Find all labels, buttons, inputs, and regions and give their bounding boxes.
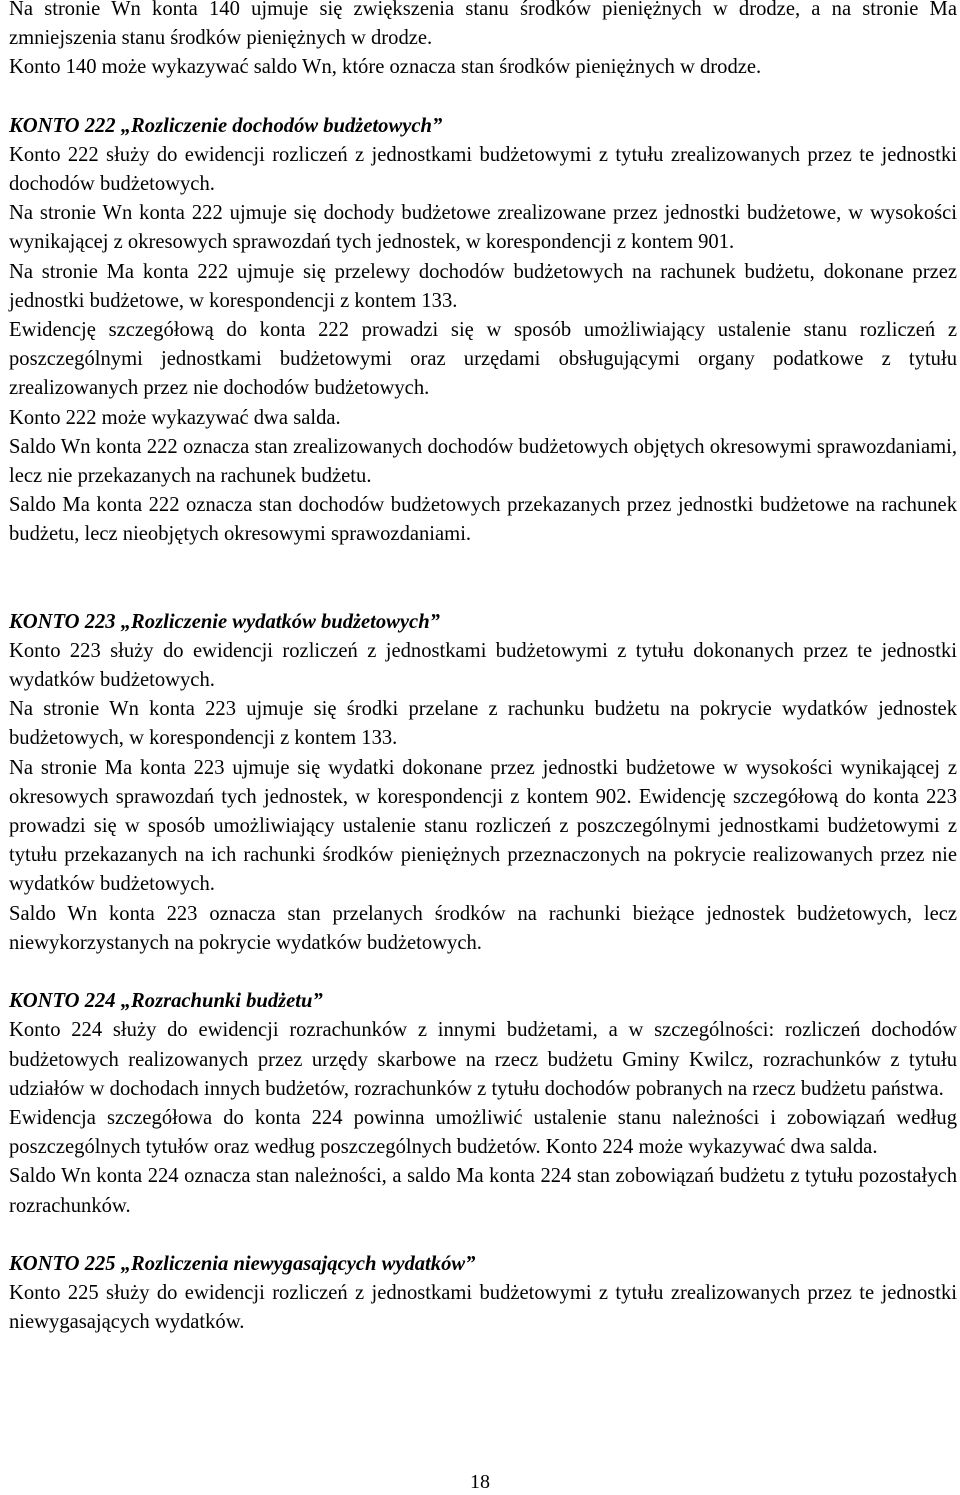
- section-heading-konto-224: KONTO 224 „Rozrachunki budżetu”: [9, 990, 323, 1013]
- body-paragraph: Konto 222 służy do ewidencji rozliczeń z jednostkami budżetowymi z tytułu zrealizowanych przez te jednostki dochodów budżetowych.: [9, 143, 957, 196]
- body-paragraph: Konto 225 służy do ewidencji rozliczeń z jednostkami budżetowymi z tytułu zrealizowanych przez te jednostki niewygasających wydatków.: [9, 1281, 957, 1334]
- section-heading-konto-225: KONTO 225 „Rozliczenia niewygasających wydatków”: [9, 1252, 476, 1275]
- body-paragraph: Ewidencja szczegółowa do konta 224 powinna umożliwić ustalenie stanu należności i zobowiązań według poszczególnych tytułów oraz według poszczególnych budżetów. Konto 224 może wykazywać dwa salda.: [9, 1106, 957, 1159]
- intro-paragraph: Konto 140 może wykazywać saldo Wn, które oznacza stan środków pieniężnych w drodze.: [9, 56, 762, 79]
- body-paragraph: Saldo Wn konta 223 oznacza stan przelanych środków na rachunki bieżące jednostek budżetowych, lecz niewykorzystanych na pokrycie wydatków budżetowych.: [9, 902, 957, 954]
- body-paragraph: Konto 223 służy do ewidencji rozliczeń z jednostkami budżetowymi z tytułu dokonanych przez te jednostki wydatków budżetowych.: [9, 639, 957, 692]
- intro-paragraph: Na stronie Wn konta 140 ujmuje się zwiększenia stanu środków pieniężnych w drodze, a na stronie Ma zmniejszenia stanu środków pieniężnych w drodze.: [9, 0, 957, 50]
- section-heading-konto-222: KONTO 222 „Rozliczenie dochodów budżetowych”: [9, 114, 443, 137]
- body-paragraph: Saldo Ma konta 222 oznacza stan dochodów budżetowych przekazanych przez jednostki budżetowe na rachunek budżetu, lecz nieobjętych okresowymi sprawozdaniami.: [9, 494, 957, 546]
- body-paragraph: Konto 224 służy do ewidencji rozrachunków z innymi budżetami, a w szczególności: rozliczeń dochodów budżetowych realizowanych przez urzędy skarbowe na rzecz budżetu Gminy Kwilcz, rozrachunków z tytułu udziałów w dochodach innych budżetów, rozrachunków z tytułu dochodów pobranych na rzecz budżetu państwa.: [9, 1019, 957, 1100]
- section-heading-konto-223: KONTO 223 „Rozliczenie wydatków budżetowych”: [9, 610, 440, 633]
- body-paragraph: Na stronie Ma konta 222 ujmuje się przelewy dochodów budżetowych na rachunek budżetu, dokonane przez jednostki budżetowe, w korespondencji z kontem 133.: [9, 260, 957, 312]
- body-paragraph: Na stronie Wn konta 223 ujmuje się środki przelane z rachunku budżetu na pokrycie wydatków jednostek budżetowych, w korespondencji z kontem 133.: [9, 698, 957, 750]
- body-paragraph: Saldo Wn konta 222 oznacza stan zrealizowanych dochodów budżetowych objętych okresowymi sprawozdaniami, lecz nie przekazanych na rachunek budżetu.: [9, 435, 957, 488]
- page-number: 18: [470, 1471, 490, 1493]
- body-paragraph: Ewidencję szczegółową do konta 222 prowadzi się w sposób umożliwiający ustalenie stanu rozliczeń z poszczególnymi jednostkami budżetowymi oraz urzędami obsługującymi organy podatkowe z tytułu zrealizowanych przez nie dochodów budżetowych.: [9, 319, 957, 400]
- body-paragraph: Na stronie Ma konta 223 ujmuje się wydatki dokonane przez jednostki budżetowe w wysokości wynikającej z okresowych sprawozdań tych jednostek, w korespondencji z kontem 902. Ewidencję szczegółową do konta 223 prowadzi się w sposób umożliwiający ustalenie stanu rozliczeń z poszczególnymi jednostkami budżetowymi z tytułu przekazanych na ich rachunki środków pieniężnych przeznaczonych na pokrycie realizowanych przez nie wydatków budżetowych.: [9, 756, 957, 896]
- body-paragraph: Na stronie Wn konta 222 ujmuje się dochody budżetowe zrealizowane przez jednostki budżetowe, w wysokości wynikającej z okresowych sprawozdań tych jednostek, w korespondencji z kontem 901.: [9, 202, 957, 254]
- body-paragraph: Saldo Wn konta 224 oznacza stan należności, a saldo Ma konta 224 stan zobowiązań budżetu z tytułu pozostałych rozrachunków.: [9, 1165, 957, 1217]
- document-page: [9, 0, 957, 1337]
- body-paragraph: Konto 222 może wykazywać dwa salda.: [9, 406, 341, 429]
